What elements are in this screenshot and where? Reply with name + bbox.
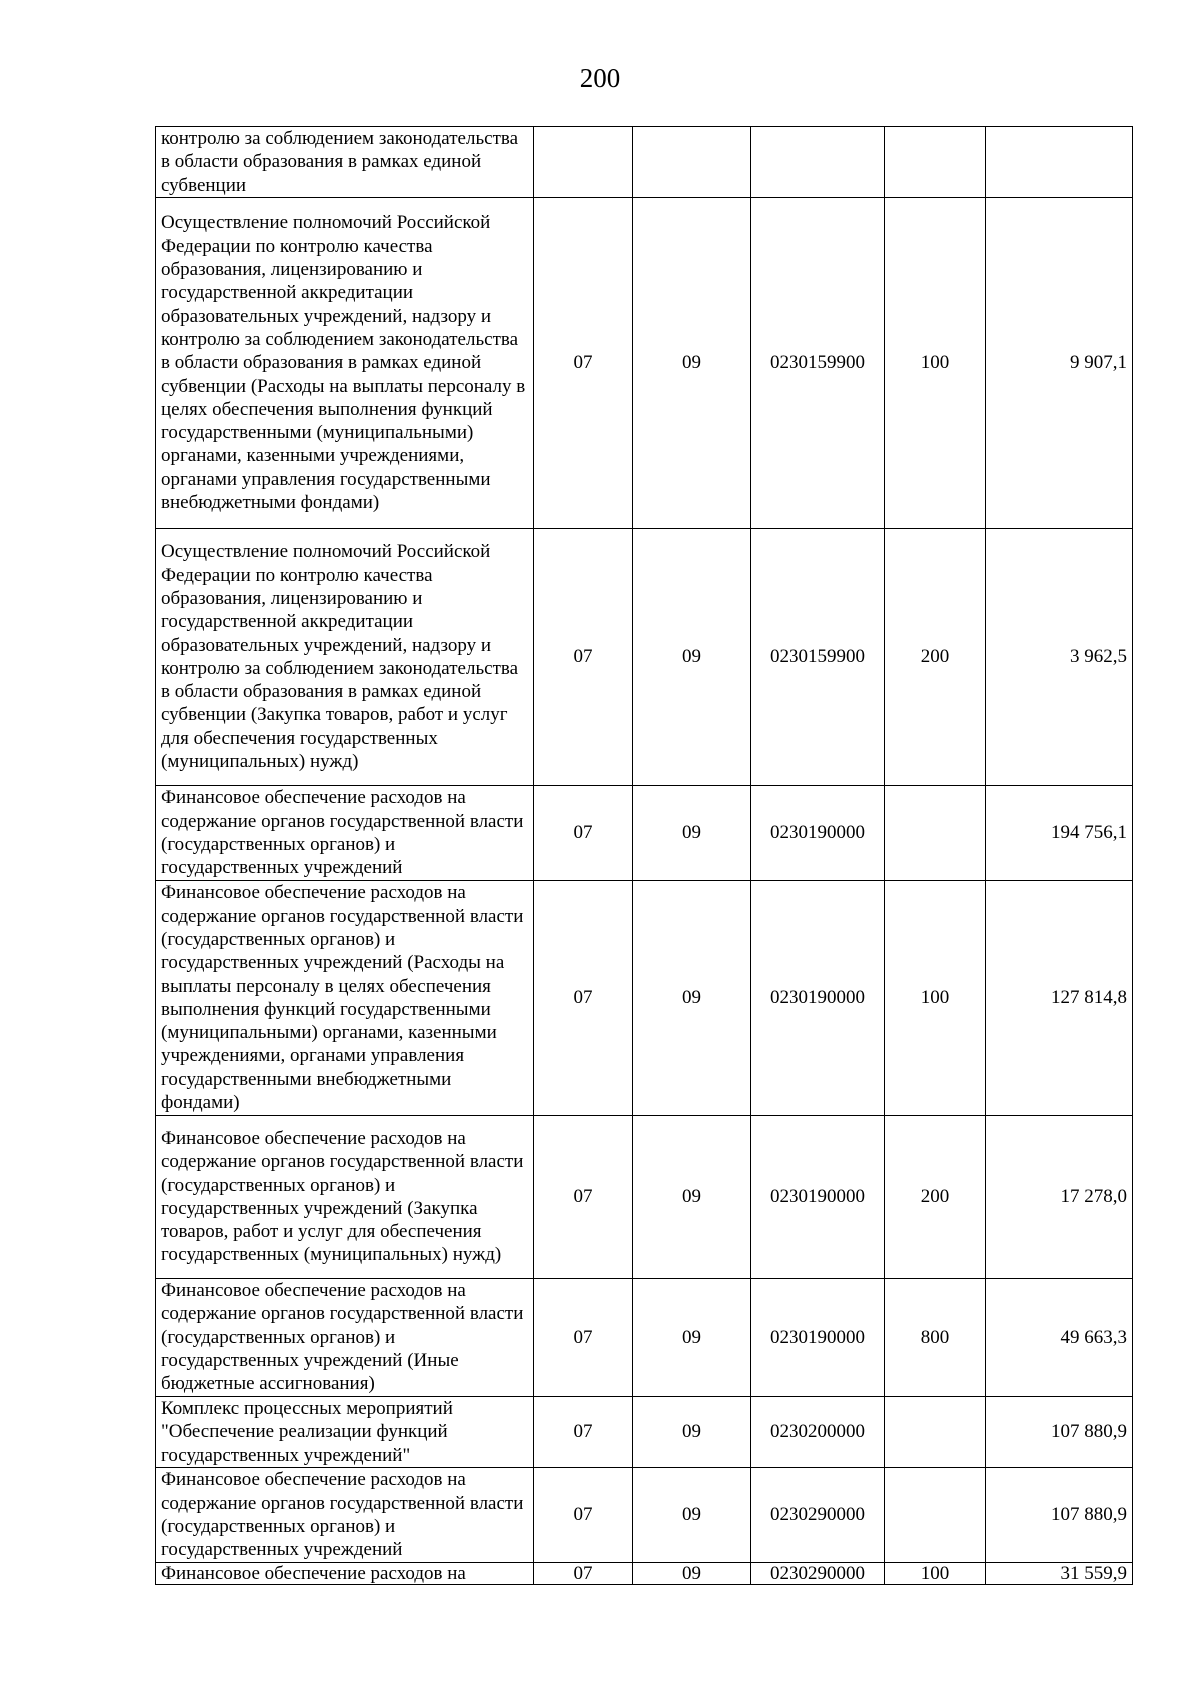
table-row xyxy=(156,1467,1133,1562)
row-amount: 127 814,8 xyxy=(986,880,1133,1115)
row-section-code xyxy=(534,127,633,198)
row-name: Финансовое обеспечение расходов на содержание органов государственной власти (государственных органов) и государственных учреждений xyxy=(156,1467,534,1562)
row-amount xyxy=(986,127,1133,198)
table-row xyxy=(156,197,1133,528)
page-number: 200 xyxy=(579,63,621,93)
table-row xyxy=(156,785,1133,880)
row-amount: 107 880,9 xyxy=(986,1396,1133,1467)
row-expense-type-code: 800 xyxy=(885,1278,986,1396)
row-subsection-code: 09 xyxy=(633,1467,751,1562)
row-subsection-code: 09 xyxy=(633,197,751,528)
row-section-code: 07 xyxy=(534,1278,633,1396)
row-section-code: 07 xyxy=(534,785,633,880)
table-row xyxy=(156,1396,1133,1467)
row-subsection-code: 09 xyxy=(633,1562,751,1584)
row-target-article-code: 0230290000 xyxy=(751,1562,885,1584)
row-subsection-code: 09 xyxy=(633,1396,751,1467)
row-target-article-code: 0230190000 xyxy=(751,785,885,880)
row-target-article-code: 0230159900 xyxy=(751,197,885,528)
row-section-code: 07 xyxy=(534,1562,633,1584)
row-name: контролю за соблюдением законодательства в области образования в рамках единой субвенции xyxy=(156,127,534,198)
row-target-article-code: 0230190000 xyxy=(751,1115,885,1278)
row-expense-type-code: 100 xyxy=(885,1562,986,1584)
row-section-code: 07 xyxy=(534,197,633,528)
row-expense-type-code xyxy=(885,127,986,198)
row-name: Финансовое обеспечение расходов на xyxy=(156,1562,534,1584)
row-name: Осуществление полномочий Российской Федерации по контролю качества образования, лицензированию и государственной аккредитации образовательных учреждений, надзору и контролю за соблюдением законодательства в области образования в рамках единой субвенции (Закупка товаров, работ и услуг для обеспечения государственных (муниципальных) нужд) xyxy=(156,528,534,785)
row-subsection-code xyxy=(633,127,751,198)
row-name: Финансовое обеспечение расходов на содержание органов государственной власти (государственных органов) и государственных учреждений (Иные бюджетные ассигнования) xyxy=(156,1278,534,1396)
table-row xyxy=(156,1562,1133,1584)
table-row xyxy=(156,127,1133,198)
table-row xyxy=(156,1278,1133,1396)
row-amount: 17 278,0 xyxy=(986,1115,1133,1278)
row-expense-type-code: 200 xyxy=(885,528,986,785)
row-amount: 3 962,5 xyxy=(986,528,1133,785)
row-subsection-code: 09 xyxy=(633,880,751,1115)
row-expense-type-code xyxy=(885,785,986,880)
row-expense-type-code: 100 xyxy=(885,197,986,528)
row-amount: 107 880,9 xyxy=(986,1467,1133,1562)
row-amount: 49 663,3 xyxy=(986,1278,1133,1396)
row-subsection-code: 09 xyxy=(633,1115,751,1278)
table-row xyxy=(156,880,1133,1115)
row-expense-type-code: 200 xyxy=(885,1115,986,1278)
row-target-article-code: 0230159900 xyxy=(751,528,885,785)
row-name: Комплекс процессных мероприятий "Обеспечение реализации функций государственных учреждений" xyxy=(156,1396,534,1467)
row-subsection-code: 09 xyxy=(633,785,751,880)
row-amount: 194 756,1 xyxy=(986,785,1133,880)
row-expense-type-code xyxy=(885,1396,986,1467)
row-section-code: 07 xyxy=(534,1396,633,1467)
row-amount: 9 907,1 xyxy=(986,197,1133,528)
row-subsection-code: 09 xyxy=(633,528,751,785)
row-section-code: 07 xyxy=(534,1467,633,1562)
row-name: Финансовое обеспечение расходов на содержание органов государственной власти (государственных органов) и государственных учреждений xyxy=(156,785,534,880)
row-section-code: 07 xyxy=(534,528,633,785)
row-target-article-code: 0230290000 xyxy=(751,1467,885,1562)
table-row xyxy=(156,1115,1133,1278)
row-expense-type-code xyxy=(885,1467,986,1562)
row-target-article-code: 0230190000 xyxy=(751,880,885,1115)
row-subsection-code: 09 xyxy=(633,1278,751,1396)
row-target-article-code xyxy=(751,127,885,198)
row-name: Финансовое обеспечение расходов на содержание органов государственной власти (государственных органов) и государственных учреждений (Расходы на выплаты персоналу в целях обеспечения выполнения функций государственными (муниципальными) органами, казенными учреждениями, органами управления государственными внебюджетными фондами) xyxy=(156,880,534,1115)
row-name: Осуществление полномочий Российской Федерации по контролю качества образования, лицензированию и государственной аккредитации образовательных учреждений, надзору и контролю за соблюдением законодательства в области образования в рамках единой субвенции (Расходы на выплаты персоналу в целях обеспечения выполнения функций государственными (муниципальными) органами, казенными учреждениями, органами управления государственными внебюджетными фондами) xyxy=(156,197,534,528)
budget-table xyxy=(155,126,1133,1585)
row-amount: 31 559,9 xyxy=(986,1562,1133,1584)
row-target-article-code: 0230190000 xyxy=(751,1278,885,1396)
row-name: Финансовое обеспечение расходов на содержание органов государственной власти (государственных органов) и государственных учреждений (Закупка товаров, работ и услуг для обеспечения государственных (муниципальных) нужд) xyxy=(156,1115,534,1278)
table-row xyxy=(156,528,1133,785)
row-expense-type-code: 100 xyxy=(885,880,986,1115)
row-section-code: 07 xyxy=(534,880,633,1115)
row-target-article-code: 0230200000 xyxy=(751,1396,885,1467)
row-section-code: 07 xyxy=(534,1115,633,1278)
